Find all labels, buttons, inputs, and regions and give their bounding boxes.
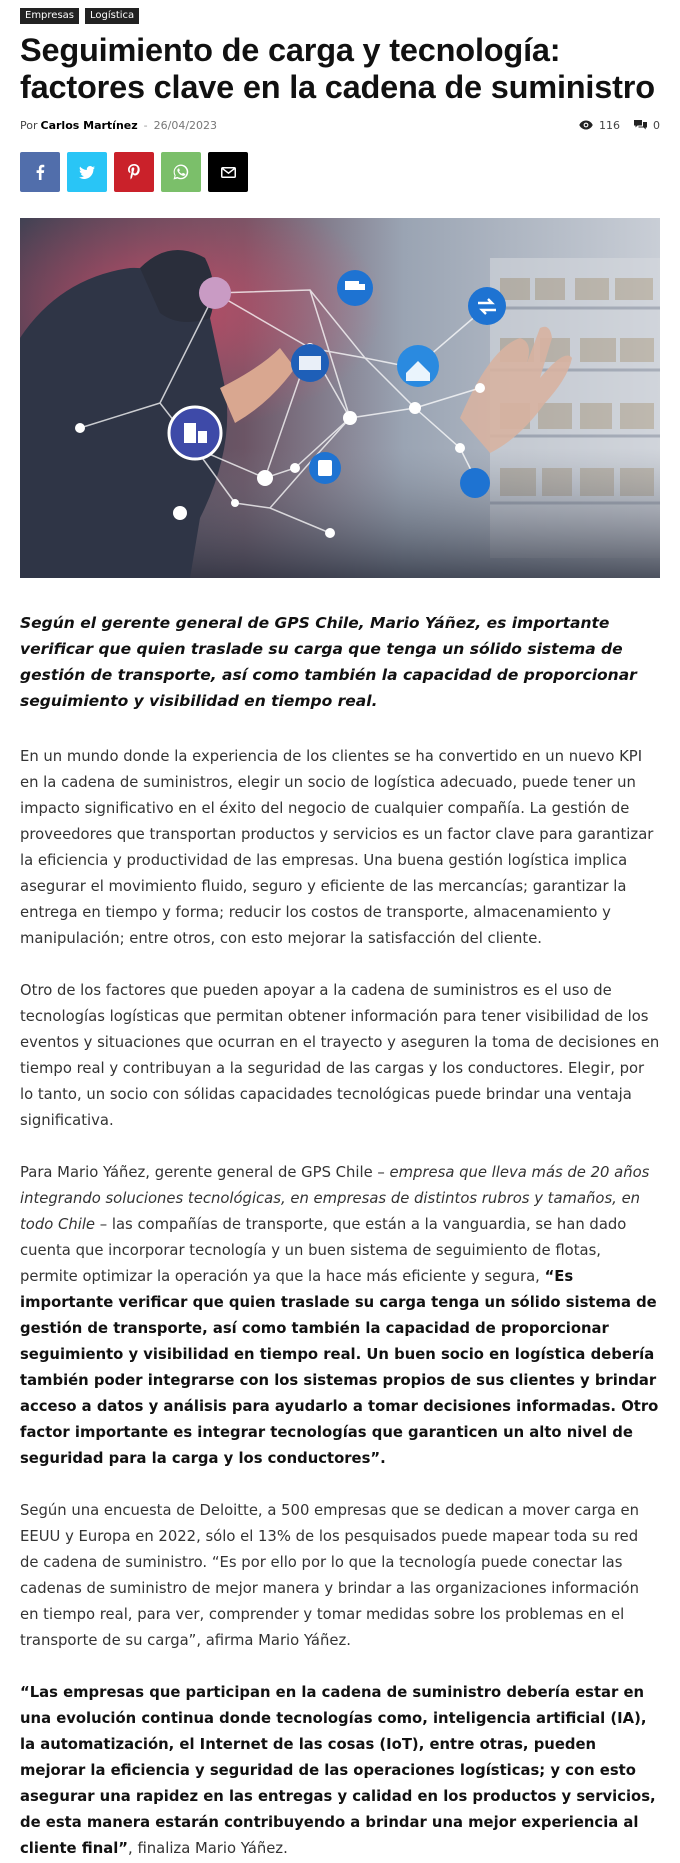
twitter-icon — [79, 166, 95, 179]
share-whatsapp-button[interactable] — [161, 152, 201, 192]
category-tag-logistica[interactable]: Logística — [85, 8, 139, 24]
paragraph-3-intro: Para Mario Yáñez, gerente general de GPS Chile – — [20, 1164, 390, 1181]
share-pinterest-button[interactable] — [114, 152, 154, 192]
paragraph-5-quote: “Las empresas que participan en la cadena de suministro debería estar en una evolución continua donde tecnologías como, inteligencia artificial (IA), la automatización, el Internet de las cosas (IoT), entre otras, pueden mejorar la eficiencia y seguridad de las operaciones logísticas; y con esto asegurar una rapidez en las entregas y calidad en los productos y servicios, de esta manera estarán contribuyendo a brindar una mejor experiencia al cliente final” — [20, 1684, 656, 1857]
share-email-button[interactable] — [208, 152, 248, 192]
article-lead: Según el gerente general de GPS Chile, Mario Yáñez, es importante verificar que quien traslade su carga que tenga un sólido sistema de gestión de transporte, así como también la capacidad de proporcionar seguimiento y visibilidad en tiempo real. — [20, 614, 637, 710]
paragraph-4: Según una encuesta de Deloitte, a 500 empresas que se dedican a mover carga en EEUU y Europa en 2022, sólo el 13% de los pesquisados puede mapear toda su red de cadena de suministro. “Es por ello por lo que la tecnología puede conectar las cadenas de suministro de mejor manera y brindar a las organizaciones información en tiempo real, para ver, comprender y tomar medidas sobre los problemas en el transporte de su carga”, afirma Mario Yáñez. — [20, 1502, 639, 1649]
share-twitter-button[interactable] — [67, 152, 107, 192]
category-tags — [20, 0, 660, 24]
publish-date: 26/04/2023 — [153, 118, 218, 132]
paragraph-5 — [20, 1680, 660, 1862]
share-buttons — [20, 152, 660, 192]
views-count: 116 — [599, 118, 620, 132]
pinterest-icon — [128, 164, 140, 180]
paragraph-3 — [20, 1160, 660, 1472]
comments-icon — [634, 120, 647, 131]
comments-counter[interactable] — [634, 119, 660, 132]
share-facebook-button[interactable] — [20, 152, 60, 192]
article-meta — [20, 116, 660, 134]
comments-count: 0 — [653, 118, 660, 132]
paragraph-2: Otro de los factores que pueden apoyar a la cadena de suministros es el uso de tecnologías logísticas que permitan obtener información para tener visibilidad de los eventos y situaciones que ocurran en el trayecto y aseguren la toma de decisiones en tiempo real y contribuyan a la seguridad de las cargas y los conductores. Elegir, por lo tanto, un socio con sólidas capacidades tecnológicas puede brindar una ventaja significativa. — [20, 982, 660, 1129]
whatsapp-icon — [173, 164, 189, 180]
paragraph-3-quote: “Es importante verificar que quien traslade su carga tenga un sólido sistema de gestión de transporte, así como también la capacidad de proporcionar seguimiento y visibilidad en tiempo real. Un buen socio en logística debería también poder integrarse con los sistemas propios de sus clientes y brindar acceso a datos y análisis para ayudarlo a tomar decisiones informadas. Otro factor importante es integrar tecnologías que garanticen un alto nivel de seguridad para la carga y los conductores”. — [20, 1268, 659, 1467]
paragraph-3-company-description: empresa que lleva más de 20 años integrando soluciones tecnológicas, en empresas de distintos rubros y tamaños, en todo Chile — [20, 1164, 650, 1233]
hero-image — [20, 218, 660, 578]
meta-separator: - — [143, 118, 148, 132]
eye-icon — [579, 120, 593, 130]
views-counter — [579, 119, 620, 132]
author-name[interactable]: Carlos Martínez — [40, 118, 138, 132]
category-tag-empresas[interactable]: Empresas — [20, 8, 79, 24]
paragraph-5-attribution: , finaliza Mario Yáñez. — [128, 1840, 288, 1857]
author-prefix: Por — [20, 118, 38, 132]
facebook-icon — [35, 164, 45, 180]
mail-icon — [221, 167, 236, 178]
article-title: Seguimiento de carga y tecnología: factores clave en la cadena de suministro — [20, 32, 655, 105]
paragraph-1: En un mundo donde la experiencia de los clientes se ha convertido en un nuevo KPI en la cadena de suministros, elegir un socio de logística adecuado, puede tener un impacto significativo en el éxito del negocio de cualquier compañía. La gestión de proveedores que transportan productos y servicios es un factor clave para garantizar la eficiencia y productividad de las empresas. Una buena gestión logística implica asegurar el movimiento fluido, seguro y eficiente de las mercancías; garantizar la entrega en tiempo y forma; reducir los costos de transporte, almacenamiento y manipulación; entre otros, con esto mejorar la satisfacción del cliente. — [20, 748, 654, 947]
paragraph-3-body: – las compañías de transporte, que están a la vanguardia, se han dado cuenta que incorporar tecnología y un buen sistema de seguimiento de flotas, permite optimizar la operación ya que la hace más eficiente y segura, — [20, 1216, 627, 1285]
